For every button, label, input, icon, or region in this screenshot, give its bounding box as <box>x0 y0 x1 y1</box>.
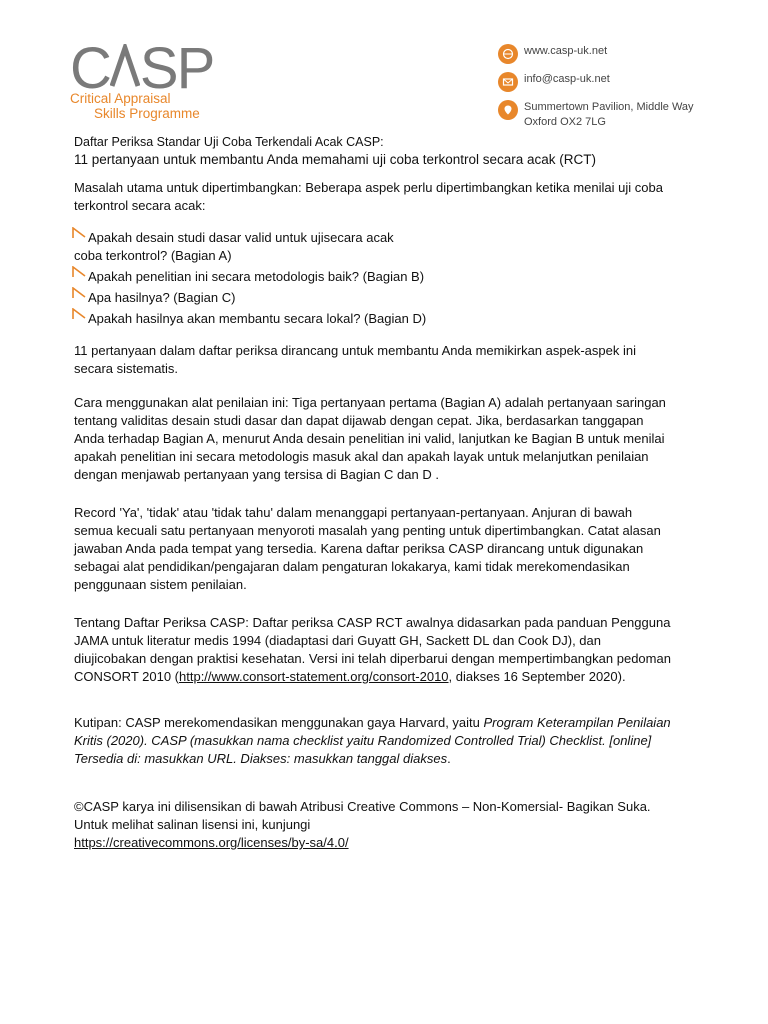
contact-web <box>498 44 718 64</box>
email-icon <box>498 72 518 92</box>
logo-mark-c: C <box>70 36 110 101</box>
question-4: Apakah hasilnya akan membantu secara lokal? (Bagian D) <box>88 311 427 326</box>
location-icon <box>498 100 518 120</box>
citation-paragraph <box>74 714 674 768</box>
list-item <box>74 310 674 328</box>
contact-address <box>498 100 718 130</box>
license-text: ©CASP karya ini dilisensikan di bawah Atribusi Creative Commons – Non-Komersial- Bagikan Suka. Untuk melihat salinan lisensi ini, kunjungi <box>74 799 651 832</box>
contact-email-text[interactable]: info@casp-uk.net <box>524 73 610 85</box>
web-icon <box>498 44 518 64</box>
citation-italic: Program Keterampilan Penilaian Kritis (2020). CASP (masukkan nama checklist yaitu Randomized Controlled Trial) Checklist. [online] Tersedia di: masukkan URL. Diakses: masukkan tanggal diakses <box>74 715 671 766</box>
question-1-line2: coba terkontrol? (Bagian A) <box>74 248 232 263</box>
contact-address-text: Summertown Pavilion, Middle Way Oxford OX2 7LG <box>524 101 694 128</box>
contact-email <box>498 72 718 92</box>
chevron-bullet-icon <box>72 308 86 320</box>
document-subtitle: 11 pertanyaan untuk membantu Anda memahami uji coba terkontrol secara acak (RCT) <box>74 152 597 167</box>
license-paragraph <box>74 798 674 852</box>
logo-subtitle <box>70 92 200 121</box>
chevron-bullet-icon <box>72 287 86 299</box>
question-2: Apakah penelitian ini secara metodologis baik? (Bagian B) <box>88 269 425 284</box>
chevron-bullet-icon <box>72 266 86 278</box>
record-answers-paragraph: Record 'Ya', 'tidak' atau 'tidak tahu' dalam menanggapi pertanyaan-pertanyaan. Anjuran di bawah semua kecuali satu pertanyaan menyoroti masalah yang penting untuk dipertimbangkan. Catat alasan jawaban Anda pada tempat yang tersedia. Karena daftar periksa CASP dirancang untuk digunakan sebagai alat pendidikan/pengajaran dalam pengaturan lokakarya, kami tidak merekomendasikan penggunaan sistem penilaian. <box>74 505 661 592</box>
document-body <box>74 134 674 852</box>
list-item <box>74 289 674 307</box>
list-item <box>74 229 674 265</box>
logo-sub-line2: Skills Programme <box>94 105 200 121</box>
about-text: Tentang Daftar Periksa CASP: Daftar periksa CASP RCT awalnya didasarkan pada panduan Pengguna JAMA untuk literatur medis 1994 (diadaptasi dari Guyatt GH, Sackett DL dan Cook DJ), dan diujicobakan dengan praktisi kesehatan. Versi ini telah diperbarui dengan mempertimbangkan pedoman CONSORT 2010 ( <box>74 615 671 684</box>
question-3: Apa hasilnya? (Bagian C) <box>88 290 236 305</box>
citation-text: Kutipan: CASP merekomendasikan menggunakan gaya Harvard, yaitu <box>74 715 484 730</box>
citation-end: . <box>447 751 451 766</box>
question-1-line1: Apakah desain studi dasar valid untuk ujisecara acak <box>88 230 394 245</box>
key-questions-list <box>74 229 674 328</box>
eleven-questions-paragraph: 11 pertanyaan dalam daftar periksa dirancang untuk membantu Anda memikirkan aspek-aspek ini secara sistematis. <box>74 343 636 376</box>
list-item <box>74 268 674 286</box>
intro-paragraph: Masalah utama untuk dipertimbangkan: Beberapa aspek perlu dipertimbangkan ketika menilai uji coba terkontrol secara acak: <box>74 180 663 213</box>
logo-sub-line1: Critical Appraisal <box>70 91 171 106</box>
contact-web-text[interactable]: www.casp-uk.net <box>524 45 608 57</box>
about-checklist-paragraph <box>74 614 674 686</box>
document-title: Daftar Periksa Standar Uji Coba Terkendali Acak CASP: <box>74 135 384 149</box>
consort-link[interactable]: http://www.consort-statement.org/consort-2010 <box>179 669 449 684</box>
license-link[interactable]: https://creativecommons.org/licenses/by-sa/4.0/ <box>74 835 349 850</box>
logo-chevron-icon <box>110 40 140 98</box>
about-text-end: , diakses 16 September 2020). <box>448 669 626 684</box>
chevron-bullet-icon <box>72 227 86 239</box>
contact-info <box>498 44 718 138</box>
casp-logo <box>70 36 220 121</box>
logo-mark-sp: SP <box>139 36 214 101</box>
how-to-use-paragraph: Cara menggunakan alat penilaian ini: Tiga pertanyaan pertama (Bagian A) adalah pertanyaan saringan tentang validitas desain studi dasar dan dapat dijawab dengan cepat. Jika, berdasarkan tanggapan Anda terhadap Bagian A, menurut Anda desain penelitian ini valid, lanjutkan ke Bagian B untuk menilai apakah penelitian ini secara metodologis masuk akal dan apakah layak untuk melanjutkan penilaian dengan menjawab pertanyaan yang tersisa di Bagian C dan D . <box>74 395 666 482</box>
